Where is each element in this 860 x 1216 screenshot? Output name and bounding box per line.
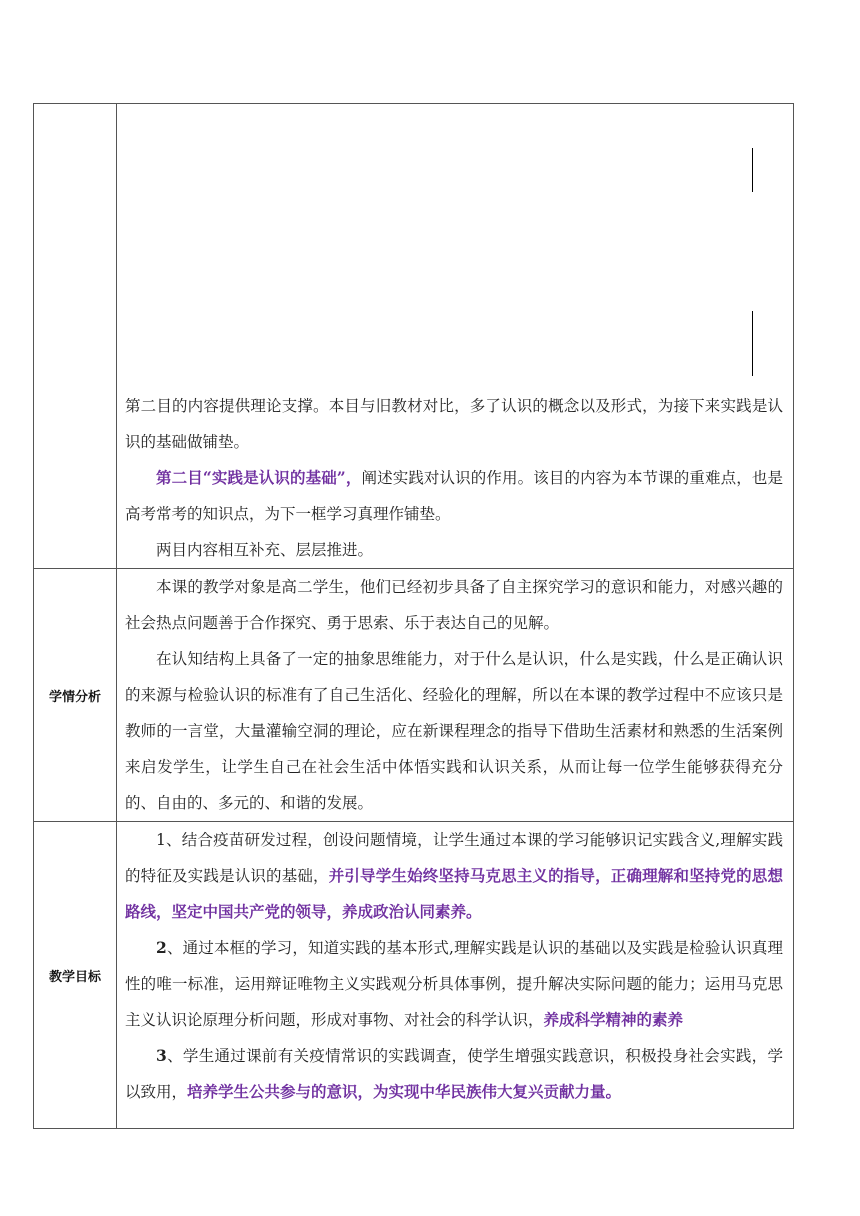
goal-paragraph — [125, 822, 783, 930]
textbook-analysis-cell — [117, 104, 794, 569]
highlight-text: 并引导学生始终坚持马克思主义的指导，正确理解和坚持党的思想路线，坚定中国共产党的领导，养成政治认同素养。 — [125, 866, 783, 921]
row-label-goals: 教学目标 — [34, 822, 117, 1129]
embedded-diagram-area — [125, 104, 783, 388]
row-label-textbook — [34, 104, 117, 569]
highlight-text: 培养学生公共参与的意识，为实现中华民族伟大复兴贡献力量。 — [187, 1082, 622, 1101]
table-row-textbook — [34, 104, 794, 569]
textbook-paragraph — [125, 460, 783, 532]
paragraph-text: 1、结合疫苗研发过程，创设问题情境，让学生通过本课的学习能够识记实践含义,理解实践的特征及实践是认识的基础， — [125, 831, 783, 885]
teaching-goals-cell — [117, 822, 794, 1129]
paragraph-text: 、通过本框的学习，知道实践的基本形式,理解实践是认识的基础以及实践是检验认识真理性的唯一标准，运用辩证唯物主义实践观分析具体事例，提升解决实际问题的能力；运用马克思主义认识论原理分析问题，形成对事物、对社会的科学认识， — [125, 939, 783, 1029]
student-paragraph: 在认知结构上具备了一定的抽象思维能力，对于什么是认识，什么是实践，什么是正确认识的来源与检验认识的标准有了自己生活化、经验化的理解，所以在本课的教学过程中不应该只是教师的一言堂，大量灌输空洞的理论，应在新课程理念的指导下借助生活素材和熟悉的生活案例来启发学生，让学生自己在社会生活中体悟实践和认识关系，从而让每一位学生能够获得充分的、自由的、多元的、和谐的发展。 — [125, 650, 783, 812]
diagram-line — [752, 148, 753, 192]
student-analysis-cell — [117, 569, 794, 822]
row-label-students: 学情分析 — [34, 569, 117, 822]
paragraph-text: 阐述实践对认识的作用。该目的内容为本节课的重难点，也是高考常考的知识点，为下一框学习真理作铺垫。 — [125, 469, 783, 523]
goal-number: 2 — [156, 938, 167, 957]
goal-paragraph — [125, 930, 783, 1038]
table-row-students — [34, 569, 794, 822]
table-row-goals — [34, 822, 794, 1129]
textbook-paragraph: 两目内容相互补充、层层推进。 — [156, 541, 374, 559]
goal-paragraph — [125, 1038, 783, 1110]
student-paragraph: 本课的教学对象是高二学生，他们已经初步具备了自主探究学习的意识和能力，对感兴趣的社会热点问题善于合作探究、勇于思索、乐于表达自己的见解。 — [125, 578, 783, 632]
textbook-paragraph: 第二目的内容提供理论支撑。本目与旧教材对比，多了认识的概念以及形式，为接下来实践是认识的基础做铺垫。 — [125, 397, 783, 451]
highlight-text: 第二目“实践是认识的基础”， — [156, 468, 362, 487]
diagram-line — [752, 311, 753, 376]
highlight-text: 养成科学精神的素养 — [543, 1010, 684, 1029]
goal-number: 3 — [156, 1046, 167, 1065]
lesson-plan-table — [33, 103, 794, 1129]
paragraph-text: 、学生通过课前有关疫情常识的实践调查，使学生增强实践意识，积极投身社会实践，学以致用， — [125, 1047, 783, 1101]
